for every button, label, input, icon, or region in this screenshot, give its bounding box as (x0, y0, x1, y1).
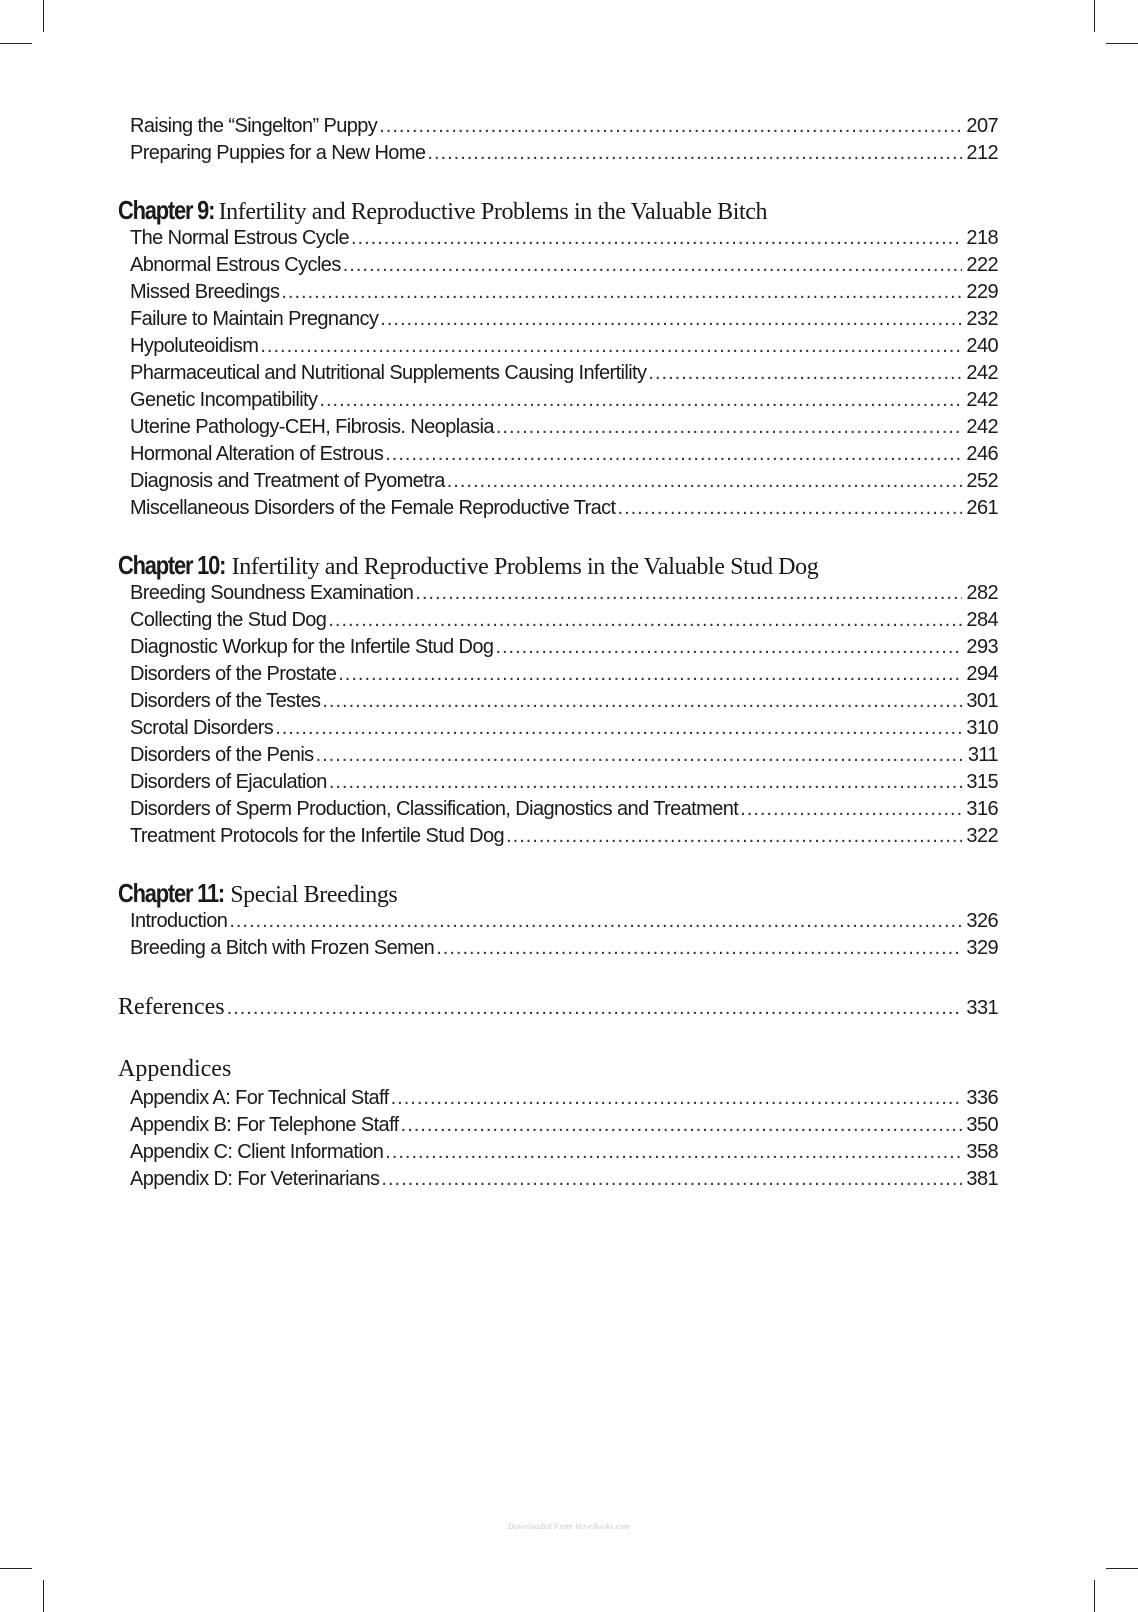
toc-entry[interactable] (118, 634, 998, 661)
dot-leader (281, 279, 962, 306)
toc-entry-title: Diagnosis and Treatment of Pyometra (130, 470, 445, 492)
toc-entry[interactable] (118, 607, 998, 634)
dot-leader (322, 688, 962, 715)
dot-leader (740, 796, 962, 823)
toc-entry-title: Introduction (130, 910, 228, 932)
toc-entry-title: Missed Breedings (130, 281, 280, 303)
toc-entry-page: 207 (966, 115, 998, 137)
toc-entry[interactable] (118, 688, 998, 715)
toc-entry-title: Raising the “Singelton” Puppy (130, 115, 378, 137)
dot-leader (618, 495, 963, 522)
chapter-10-section (118, 550, 998, 850)
dot-leader (343, 252, 963, 279)
toc-entry-page: 242 (966, 362, 998, 384)
toc-entry-title: Uterine Pathology-CEH, Fibrosis. Neoplasia (130, 416, 494, 438)
dot-leader (329, 769, 963, 796)
toc-entry-page: 246 (966, 443, 998, 465)
toc-entry-page: 322 (966, 825, 998, 847)
toc-entry-title: Scrotal Disorders (130, 717, 274, 739)
dot-leader (381, 1166, 962, 1193)
toc-entry-page: 301 (966, 690, 998, 712)
dot-leader (391, 1085, 963, 1112)
dot-leader (379, 113, 962, 140)
toc-entry-title: Hypoluteoidism (130, 335, 259, 357)
toc-entry-title: Breeding Soundness Examination (130, 582, 414, 604)
pre-entries-list (118, 113, 998, 167)
toc-entry-page: 310 (966, 717, 998, 739)
dot-leader (385, 441, 962, 468)
toc-entry[interactable] (118, 441, 998, 468)
chapter-heading[interactable] (118, 550, 998, 580)
toc-entry-title: Disorders of Ejaculation (130, 771, 327, 793)
dot-leader (495, 634, 962, 661)
toc-entry[interactable] (118, 387, 998, 414)
dot-leader (328, 607, 962, 634)
chapter-9-section (118, 195, 998, 522)
dot-leader (319, 387, 962, 414)
toc-entry-title: Disorders of the Testes (130, 690, 321, 712)
toc-entry-page: 350 (966, 1114, 998, 1136)
toc-entry-title: Genetic Incompatibility (130, 389, 318, 411)
toc-entry[interactable] (118, 580, 998, 607)
toc-entry-page: 294 (966, 663, 998, 685)
dot-leader (648, 360, 962, 387)
toc-entry-page: 316 (966, 798, 998, 820)
toc-entry[interactable] (118, 823, 998, 850)
toc-entry-page: 242 (966, 389, 998, 411)
dot-leader (415, 580, 962, 607)
toc-entry-title: Preparing Puppies for a New Home (130, 142, 426, 164)
chapter-heading[interactable] (118, 195, 998, 225)
dot-leader (401, 1112, 963, 1139)
toc-entry-page: 326 (966, 910, 998, 932)
watermark-text: Downloaded From Vet-eBooks.com (507, 1522, 631, 1531)
toc-entry[interactable] (118, 252, 998, 279)
toc-entry[interactable] (118, 1085, 998, 1112)
appendices-section (118, 1053, 998, 1193)
toc-entry[interactable] (118, 113, 998, 140)
dot-leader (227, 992, 963, 1024)
toc-entry[interactable] (118, 935, 998, 962)
chapter-label: Chapter 11: (118, 878, 225, 908)
toc-entry-page: 232 (966, 308, 998, 330)
toc-entry-title: Disorders of the Prostate (130, 663, 337, 685)
toc-entry-page: 358 (966, 1141, 998, 1163)
toc-entry-page: 284 (966, 609, 998, 631)
toc-entry[interactable] (118, 225, 998, 252)
toc-entry-title: Diagnostic Workup for the Infertile Stud Dog (130, 636, 494, 658)
dot-leader (496, 414, 963, 441)
toc-entry[interactable] (118, 333, 998, 360)
dot-leader (338, 661, 962, 688)
toc-entry-page: 311 (967, 744, 998, 766)
toc-entry[interactable] (118, 306, 998, 333)
chapter-title: Special Breedings (230, 882, 398, 908)
references-page: 331 (966, 997, 998, 1019)
references-entry[interactable] (118, 991, 998, 1023)
dot-leader (229, 908, 962, 935)
toc-entry-page: 381 (966, 1168, 998, 1190)
toc-entry[interactable] (118, 360, 998, 387)
dot-leader (506, 823, 962, 850)
toc-entry[interactable] (118, 769, 998, 796)
toc-entry-page: 315 (966, 771, 998, 793)
toc-entry[interactable] (118, 1139, 998, 1166)
toc-entry-title: Collecting the Stud Dog (130, 609, 327, 631)
dot-leader (447, 468, 963, 495)
toc-entry-title: Appendix C: Client Information (130, 1141, 384, 1163)
dot-leader (385, 1139, 962, 1166)
toc-entry[interactable] (118, 715, 998, 742)
toc-entry-title: Appendix B: For Telephone Staff (130, 1114, 399, 1136)
toc-entry-page: 252 (966, 470, 998, 492)
toc-entry[interactable] (118, 796, 998, 823)
toc-entry-page: 212 (966, 142, 998, 164)
crop-mark-bottom-right-horizontal (1106, 1568, 1138, 1569)
toc-entry[interactable] (118, 140, 998, 167)
toc-entry-title: Breeding a Bitch with Frozen Semen (130, 937, 435, 959)
crop-mark-top-left-vertical (43, 0, 44, 32)
dot-leader (351, 225, 962, 252)
crop-mark-top-right-vertical (1094, 0, 1095, 32)
chapter-heading[interactable] (118, 878, 998, 908)
toc-entry-page: 240 (966, 335, 998, 357)
crop-mark-bottom-right-vertical (1094, 1580, 1095, 1612)
toc-entry-title: Failure to Maintain Pregnancy (130, 308, 379, 330)
crop-mark-top-left-horizontal (0, 43, 32, 44)
toc-entry-page: 293 (966, 636, 998, 658)
dot-leader (427, 140, 962, 167)
chapter-11-section (118, 878, 998, 962)
toc-entry-title: Miscellaneous Disorders of the Female Reproductive Tract (130, 497, 616, 519)
references-title: References (118, 994, 225, 1020)
toc-entry-title: The Normal Estrous Cycle (130, 227, 349, 249)
toc-entry-page: 229 (966, 281, 998, 303)
crop-mark-bottom-left-horizontal (0, 1568, 32, 1569)
toc-entry[interactable] (118, 908, 998, 935)
toc-entry-page: 282 (966, 582, 998, 604)
crop-mark-bottom-left-vertical (43, 1580, 44, 1612)
toc-entry[interactable] (118, 742, 998, 769)
chapter-label: Chapter 9: (118, 195, 215, 225)
toc-entry[interactable] (118, 495, 998, 522)
dot-leader (275, 715, 962, 742)
toc-entry-title: Pharmaceutical and Nutritional Supplements Causing Infertility (130, 362, 647, 384)
toc-entry-page: 218 (966, 227, 998, 249)
dot-leader (436, 935, 962, 962)
toc-entry[interactable] (118, 279, 998, 306)
dot-leader (380, 306, 962, 333)
toc-entry-page: 261 (966, 497, 998, 519)
toc-entry-title: Appendix D: For Veterinarians (130, 1168, 380, 1190)
dot-leader (316, 742, 964, 769)
toc-entry[interactable] (118, 1166, 998, 1193)
toc-entry-page: 336 (966, 1087, 998, 1109)
toc-entry[interactable] (118, 414, 998, 441)
toc-entry-title: Appendix A: For Technical Staff (130, 1087, 389, 1109)
toc-entry[interactable] (118, 1112, 998, 1139)
toc-entry-title: Hormonal Alteration of Estrous (130, 443, 384, 465)
chapter-label: Chapter 10: (118, 550, 226, 580)
toc-entry-title: Treatment Protocols for the Infertile Stud Dog (130, 825, 505, 847)
toc-entry-title: Disorders of Sperm Production, Classification, Diagnostics and Treatment (130, 798, 739, 820)
toc-entry-title: Disorders of the Penis (130, 744, 314, 766)
appendices-heading[interactable]: Appendices (118, 1056, 232, 1082)
dot-leader (260, 333, 962, 360)
toc-entry[interactable] (118, 661, 998, 688)
toc-entry-page: 222 (966, 254, 998, 276)
toc-entry[interactable] (118, 468, 998, 495)
toc-entry-title: Abnormal Estrous Cycles (130, 254, 341, 276)
toc-entry-page: 242 (966, 416, 998, 438)
toc-entry-page: 329 (966, 937, 998, 959)
chapter-title: Infertility and Reproductive Problems in the Valuable Stud Dog (231, 554, 819, 580)
crop-mark-top-right-horizontal (1106, 43, 1138, 44)
table-of-contents (118, 113, 998, 1193)
chapter-title: Infertility and Reproductive Problems in the Valuable Bitch (218, 199, 768, 225)
